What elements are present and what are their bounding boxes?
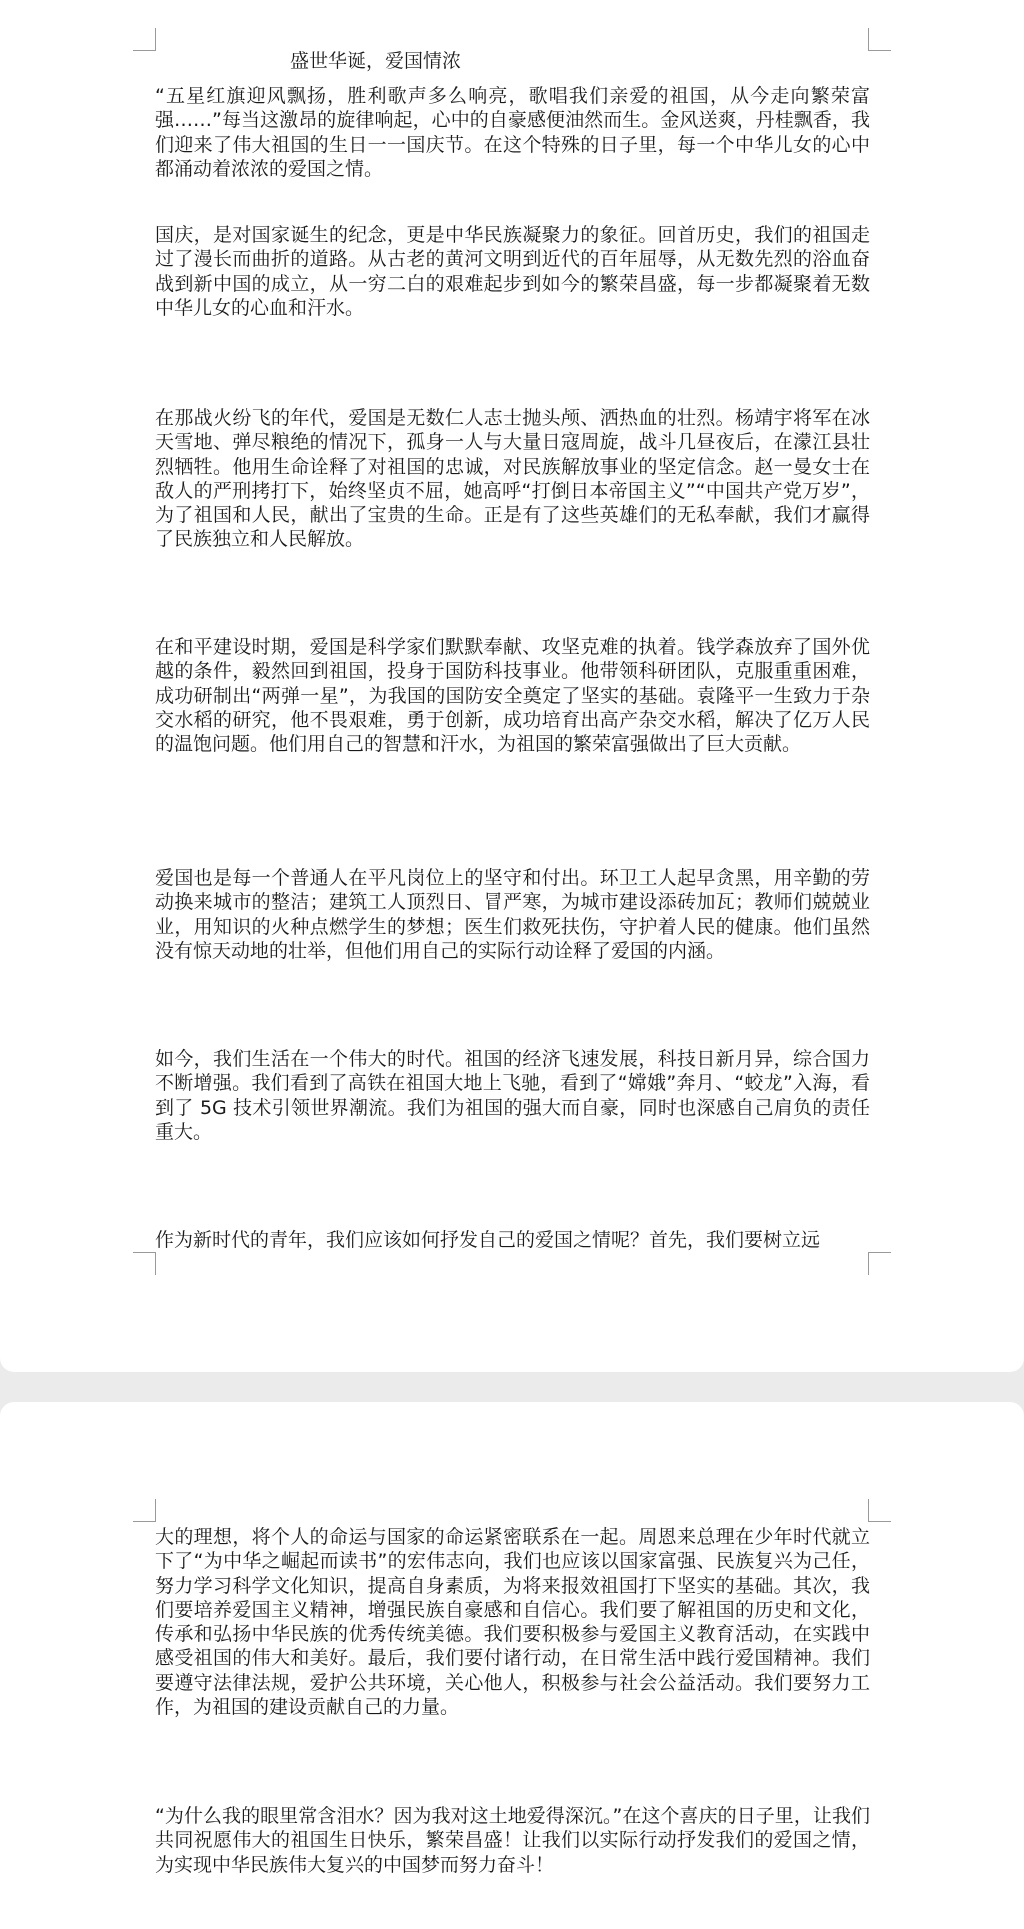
paragraph: 在那战火纷飞的年代，爱国是无数仁人志士抛头颅、洒热血的壮烈。杨靖宇将军在冰天雪地、弹尽粮绝的情况下，孤身一人与大量日寇周旋，战斗几昼夜后，在濛江县壮烈牺牲。他用生命诠释了对祖国的忠诚，对民族解放事业的坚定信念。赵一曼女士在敌人的严刑拷打下，始终坚贞不屈，她高呼“打倒日本帝国主义”“中国共产党万岁”，为了祖国和人民，献出了宝贵的生命。正是有了这些英雄们的无私奉献，我们才赢得了民族独立和人民解放。 [155,407,870,551]
paragraph: “五星红旗迎风飘扬，胜利歌声多么响亮，歌唱我们亲爱的祖国，从今走向繁荣富强……”每当这激昂的旋律响起，心中的自豪感便油然而生。金风送爽，丹桂飘香，我们迎来了伟大祖国的生日一一国庆节。在这个特殊的日子里，每一个中华儿女的心中都涌动着浓浓的爱国之情。 [155,85,870,180]
document-title: 盛世华诞，爱国情浓 [290,50,462,72]
margin-mark-top-right [868,1499,891,1522]
paragraph: 在和平建设时期，爱国是科学家们默默奉献、攻坚克难的执着。钱学森放弃了国外优越的条件，毅然回到祖国，投身于国防科技事业。他带领科研团队，克服重重困难，成功研制出“两弹一星”，为我国的国防安全奠定了坚实的基础。袁隆平一生致力于杂交水稻的研究，他不畏艰难，勇于创新，成功培育出高产杂交水稻，解决了亿万人民的温饱问题。他们用自己的智慧和汗水，为祖国的繁荣富强做出了巨大贡献。 [155,636,870,756]
paragraph: “为什么我的眼里常含泪水？因为我对这土地爱得深沉。”在这个喜庆的日子里，让我们共同祝愿伟大的祖国生日快乐，繁荣昌盛！让我们以实际行动抒发我们的爱国之情，为实现中华民族伟大复兴的中国梦而努力奋斗！ [155,1805,870,1876]
margin-mark-bottom-right [868,1252,891,1275]
paragraph: 作为新时代的青年，我们应该如何抒发自己的爱国之情呢？首先，我们要树立远 [155,1229,821,1251]
margin-mark-bottom-left [133,1252,156,1275]
margin-mark-top-left [133,28,156,51]
paragraph: 爱国也是每一个普通人在平凡岗位上的坚守和付出。环卫工人起早贪黑，用辛勤的劳动换来城市的整洁；建筑工人顶烈日、冒严寒，为城市建设添砖加瓦；教师们兢兢业业，用知识的火种点燃学生的梦想；医生们救死扶伤，守护着人民的健康。他们虽然没有惊天动地的壮举，但他们用自己的实际行动诠释了爱国的内涵。 [155,867,870,962]
document-page-2 [0,1402,1024,1929]
margin-mark-top-right [868,28,891,51]
paragraph: 如今，我们生活在一个伟大的时代。祖国的经济飞速发展，科技日新月异，综合国力不断增强。我们看到了高铁在祖国大地上飞驰，看到了“嫦娥”奔月、“蛟龙”入海，看到了 5G 技术引领世界潮流。我们为祖国的强大而自豪，同时也深感自己肩负的责任重大。 [155,1048,870,1143]
paragraph: 大的理想，将个人的命运与国家的命运紧密联系在一起。周恩来总理在少年时代就立下了“为中华之崛起而读书”的宏伟志向，我们也应该以国家富强、民族复兴为己任，努力学习科学文化知识，提高自身素质，为将来报效祖国打下坚实的基础。其次，我们要培养爱国主义精神，增强民族自豪感和自信心。我们要了解祖国的历史和文化，传承和弘扬中华民族的优秀传统美德。我们要积极参与爱国主义教育活动，在实践中感受祖国的伟大和美好。最后，我们要付诸行动，在日常生活中践行爱国精神。我们要遵守法律法规，爱护公共环境，关心他人，积极参与社会公益活动。我们要努力工作，为祖国的建设贡献自己的力量。 [155,1526,870,1719]
paragraph: 国庆，是对国家诞生的纪念，更是中华民族凝聚力的象征。回首历史，我们的祖国走过了漫长而曲折的道路。从古老的黄河文明到近代的百年屈辱，从无数先烈的浴血奋战到新中国的成立，从一穷二白的艰难起步到如今的繁荣昌盛，每一步都凝聚着无数中华儿女的心血和汗水。 [155,224,870,319]
margin-mark-top-left [133,1499,156,1522]
